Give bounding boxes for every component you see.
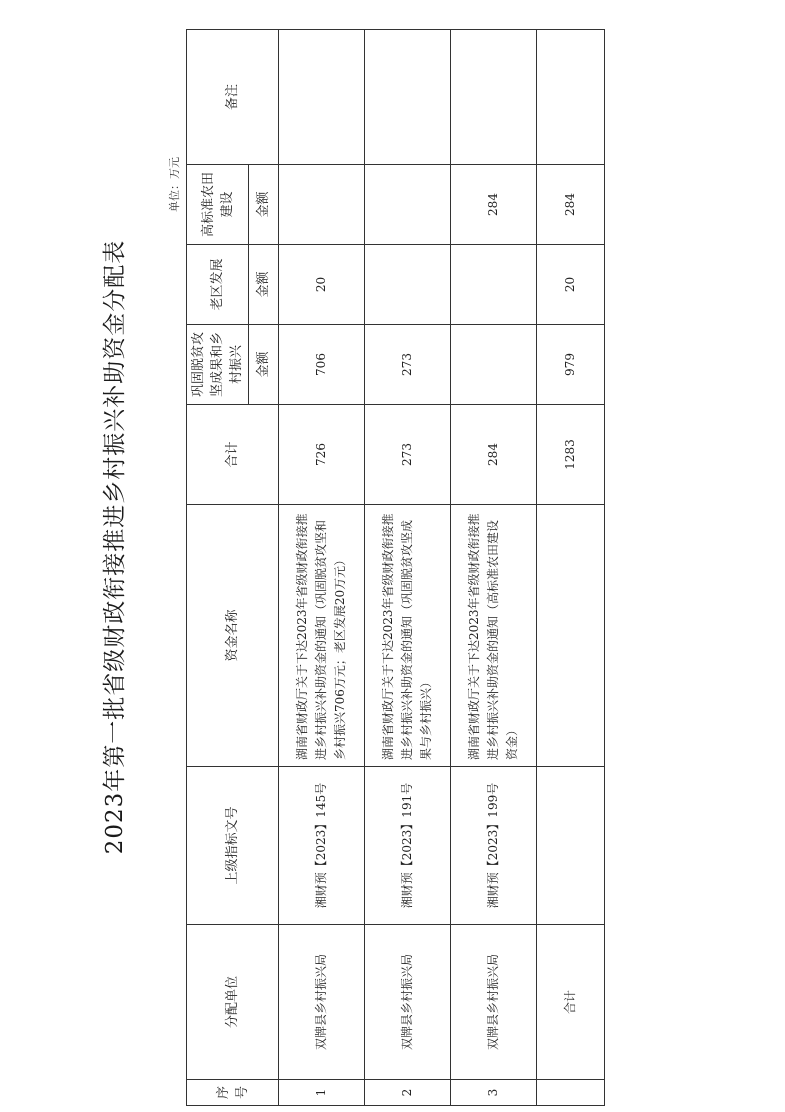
- row-remark: [365, 30, 451, 165]
- row-cat1: 273: [365, 325, 451, 405]
- totals-seq: [537, 1080, 605, 1106]
- page-title: 2023年第一批省级财政衔接推进乡村振兴补助资金分配表: [102, 239, 128, 855]
- row-seq: 1: [279, 1080, 365, 1106]
- header-row-1: [187, 30, 249, 1106]
- row-cat2: [451, 245, 537, 325]
- allocation-table: [186, 29, 605, 1106]
- row-cat3: 284: [451, 165, 537, 245]
- row-seq: 3: [451, 1080, 537, 1106]
- row-fund-name: 湖南省财政厅关于下达2023年省级财政衔接推进乡村振兴补助资金的通知（巩固脱贫攻坚成果与乡村振兴）: [365, 505, 451, 767]
- header-doc-no: 上级指标文号: [187, 767, 279, 925]
- row-cat3: [365, 165, 451, 245]
- row-remark: [451, 30, 537, 165]
- row-doc-no: 湘财预【2023】145号: [279, 767, 365, 925]
- header-cat2: 老区发展: [187, 245, 249, 325]
- row-total: 726: [279, 405, 365, 505]
- row-cat1: [451, 325, 537, 405]
- row-cat3: [279, 165, 365, 245]
- totals-label: 合计: [537, 925, 605, 1080]
- totals-cat3: 284: [537, 165, 605, 245]
- totals-cat2: 20: [537, 245, 605, 325]
- header-seq: 序号: [187, 1080, 279, 1106]
- unit-label: 单位：万元: [168, 157, 181, 212]
- row-unit-name: 双牌县乡村振兴局: [451, 925, 537, 1080]
- row-doc-no: 湘财预【2023】199号: [451, 767, 537, 925]
- row-cat2: 20: [279, 245, 365, 325]
- table-row: [279, 30, 365, 1106]
- row-total: 273: [365, 405, 451, 505]
- header-cat3: 高标准农田建设: [187, 165, 249, 245]
- header-amount-3: 金额: [249, 165, 279, 245]
- header-fund-name: 资金名称: [187, 505, 279, 767]
- row-fund-name: 湖南省财政厅关于下达2023年省级财政衔接推进乡村振兴补助资金的通知（巩固脱贫攻坚和乡村振兴706万元；老区发展20万元）: [279, 505, 365, 767]
- header-amount-2: 金额: [249, 245, 279, 325]
- row-seq: 2: [365, 1080, 451, 1106]
- header-remark: 备注: [187, 30, 279, 165]
- header-total: 合计: [187, 405, 279, 505]
- totals-remark: [537, 30, 605, 165]
- row-remark: [279, 30, 365, 165]
- totals-cat1: 979: [537, 325, 605, 405]
- row-unit-name: 双牌县乡村振兴局: [279, 925, 365, 1080]
- row-total: 284: [451, 405, 537, 505]
- row-unit-name: 双牌县乡村振兴局: [365, 925, 451, 1080]
- table-row: [451, 30, 537, 1106]
- header-unit-name: 分配单位: [187, 925, 279, 1080]
- totals-doc-no: [537, 767, 605, 925]
- row-doc-no: 湘财预【2023】191号: [365, 767, 451, 925]
- row-cat2: [365, 245, 451, 325]
- header-cat1: 巩固脱贫攻坚成果和乡村振兴: [187, 325, 249, 405]
- totals-fund-name: [537, 505, 605, 767]
- row-fund-name: 湖南省财政厅关于下达2023年省级财政衔接推进乡村振兴补助资金的通知（高标准农田建设资金）: [451, 505, 537, 767]
- header-amount-1: 金额: [249, 325, 279, 405]
- row-cat1: 706: [279, 325, 365, 405]
- totals-total: 1283: [537, 405, 605, 505]
- table-row: [365, 30, 451, 1106]
- totals-row: [537, 30, 605, 1106]
